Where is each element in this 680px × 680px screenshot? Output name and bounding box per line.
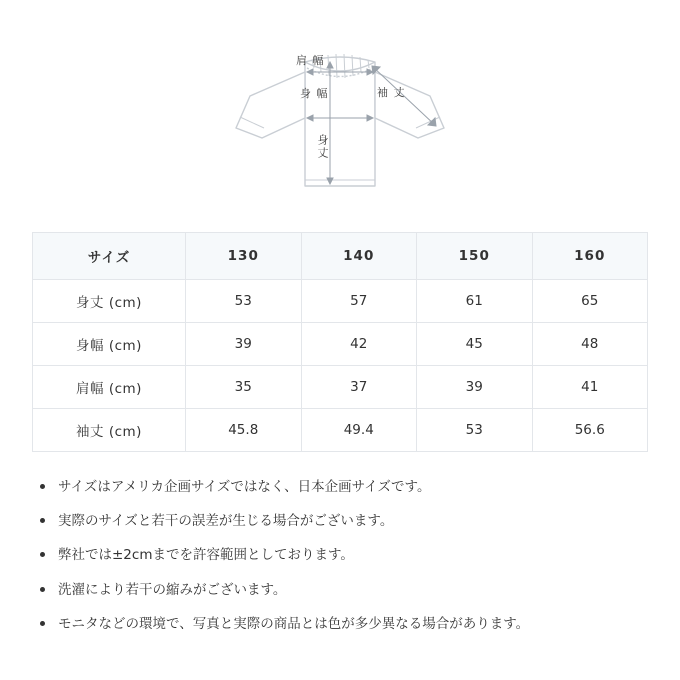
cell-chest-width-140: 42 bbox=[301, 323, 417, 366]
label-sleeve-length: 袖 丈 bbox=[377, 86, 406, 99]
cell-body-length-160: 65 bbox=[532, 280, 648, 323]
header-size-150: 150 bbox=[417, 233, 533, 280]
list-item: 洗濯により若干の縮みがございます。 bbox=[36, 581, 648, 599]
size-table bbox=[32, 232, 648, 452]
table-row bbox=[33, 409, 648, 452]
label-shoulder-width: 肩 幅 bbox=[296, 54, 325, 67]
cell-body-length-140: 57 bbox=[301, 280, 417, 323]
notes-list bbox=[36, 478, 648, 633]
header-size-label: サイズ bbox=[33, 233, 186, 280]
label-chest-width: 身 幅 bbox=[300, 87, 329, 100]
cell-chest-width-150: 45 bbox=[417, 323, 533, 366]
size-table-head bbox=[33, 233, 648, 280]
cell-chest-width-130: 39 bbox=[186, 323, 302, 366]
cell-body-length-150: 61 bbox=[417, 280, 533, 323]
list-item: 実際のサイズと若干の誤差が生じる場合がございます。 bbox=[36, 512, 648, 530]
cell-shoulder-width-140: 37 bbox=[301, 366, 417, 409]
cell-shoulder-width-160: 41 bbox=[532, 366, 648, 409]
table-header-row bbox=[33, 233, 648, 280]
row-label-shoulder-width: 肩幅 (cm) bbox=[33, 366, 186, 409]
table-row bbox=[33, 323, 648, 366]
header-size-130: 130 bbox=[186, 233, 302, 280]
row-label-chest-width: 身幅 (cm) bbox=[33, 323, 186, 366]
size-table-wrapper bbox=[32, 232, 648, 452]
label-body-length: 身丈 bbox=[316, 134, 329, 160]
list-item: サイズはアメリカ企画サイズではなく、日本企画サイズです。 bbox=[36, 478, 648, 496]
list-item: 弊社では±2cmまでを許容範囲としております。 bbox=[36, 546, 648, 564]
row-label-sleeve-length: 袖丈 (cm) bbox=[33, 409, 186, 452]
table-row bbox=[33, 280, 648, 323]
cell-shoulder-width-130: 35 bbox=[186, 366, 302, 409]
row-label-body-length: 身丈 (cm) bbox=[33, 280, 186, 323]
garment-illustration bbox=[0, 0, 680, 222]
shirt-diagram-icon bbox=[0, 0, 680, 222]
header-size-160: 160 bbox=[532, 233, 648, 280]
cell-sleeve-length-150: 53 bbox=[417, 409, 533, 452]
table-row bbox=[33, 366, 648, 409]
cell-sleeve-length-140: 49.4 bbox=[301, 409, 417, 452]
cell-chest-width-160: 48 bbox=[532, 323, 648, 366]
cell-body-length-130: 53 bbox=[186, 280, 302, 323]
cell-shoulder-width-150: 39 bbox=[417, 366, 533, 409]
cell-sleeve-length-160: 56.6 bbox=[532, 409, 648, 452]
list-item: モニタなどの環境で、写真と実際の商品とは色が多少異なる場合があります。 bbox=[36, 615, 648, 633]
cell-sleeve-length-130: 45.8 bbox=[186, 409, 302, 452]
size-table-body bbox=[33, 280, 648, 452]
header-size-140: 140 bbox=[301, 233, 417, 280]
